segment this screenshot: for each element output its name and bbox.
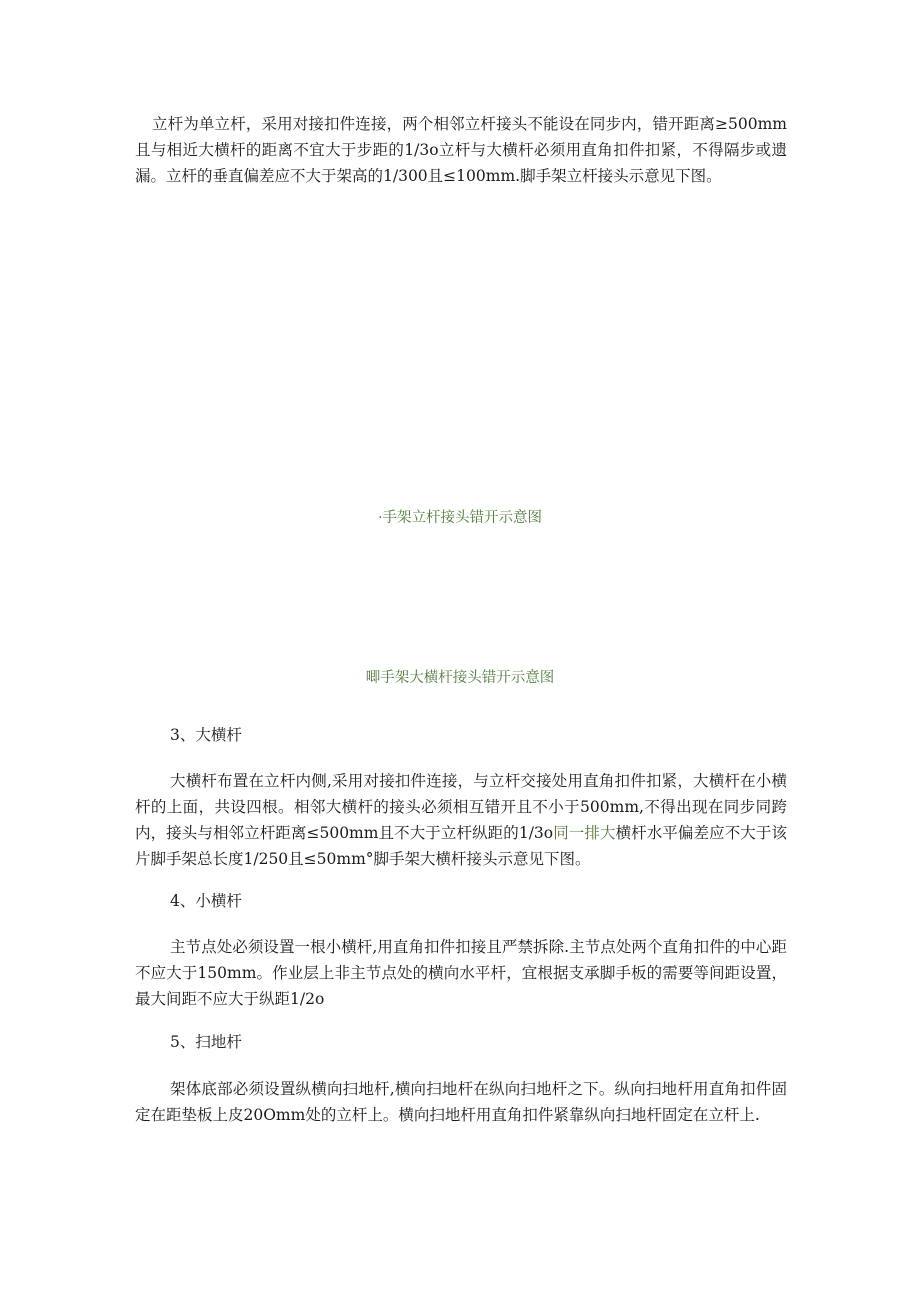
section-heading-4: 4、小横杆 <box>170 892 242 910</box>
section-3-text-part1: 大横杆布置在立杆内侧,采用对接扣件连接，与立杆交接处用直角扣件扣紧，大横杆在小横杆的上面，共设四根。相邻大横杆的接头必须相互错开且不小于500mm,不得出现在同步同跨内，接头与相邻立杆距离≤500mm且不大于立杆纵距的1/3o <box>135 772 787 842</box>
section-3-paragraph <box>135 768 787 872</box>
section-5-paragraph: 架体底部必须设置纵横向扫地杆,横向扫地杆在纵向扫地杆之下。纵向扫地杆用直角扣件固定在距垫板上皮20Omm处的立杆上。横向扫地杆用直角扣件紧靠纵向扫地杆固定在立杆上. <box>135 1080 787 1124</box>
intro-paragraph: 立杆为单立杆，采用对接扣件连接，两个相邻立杆接头不能设在同步内，错开距离≥500mm且与相近大横杆的距离不宜大于步距的1/3o立杆与大横杆必须用直角扣件扣紧，不得隔步或遗漏。立杆的垂直偏差应不大于架高的1/300且≤100mm.脚手架立杆接头示意见下图。 <box>135 115 787 185</box>
section-4-paragraph: 主节点处必须设置一根小横杆,用直角扣件扣接且严禁拆除.主节点处两个直角扣件的中心距不应大于150mm。作业层上非主节点处的横向水平杆，宜根据支承脚手板的需要等间距设置，最大间距不应大于纵距1/2o <box>135 938 787 1008</box>
figure-caption-ledger-joint: 唧手架大横杆接头错开示意图 <box>365 670 555 686</box>
figure-caption-upright-joint: ·手架立杆接头错开示意图 <box>377 510 543 526</box>
section-heading-5: 5、扫地杆 <box>170 1033 242 1051</box>
section-heading-3: 3、大横杆 <box>170 726 242 744</box>
section-3-text-part2: 横杆水平偏差应不大于该片脚手架总长度1/250且≤50mm°脚手架大横杆接头示意见下图。 <box>135 824 787 868</box>
section-3-highlight: 同一排大 <box>553 824 616 842</box>
